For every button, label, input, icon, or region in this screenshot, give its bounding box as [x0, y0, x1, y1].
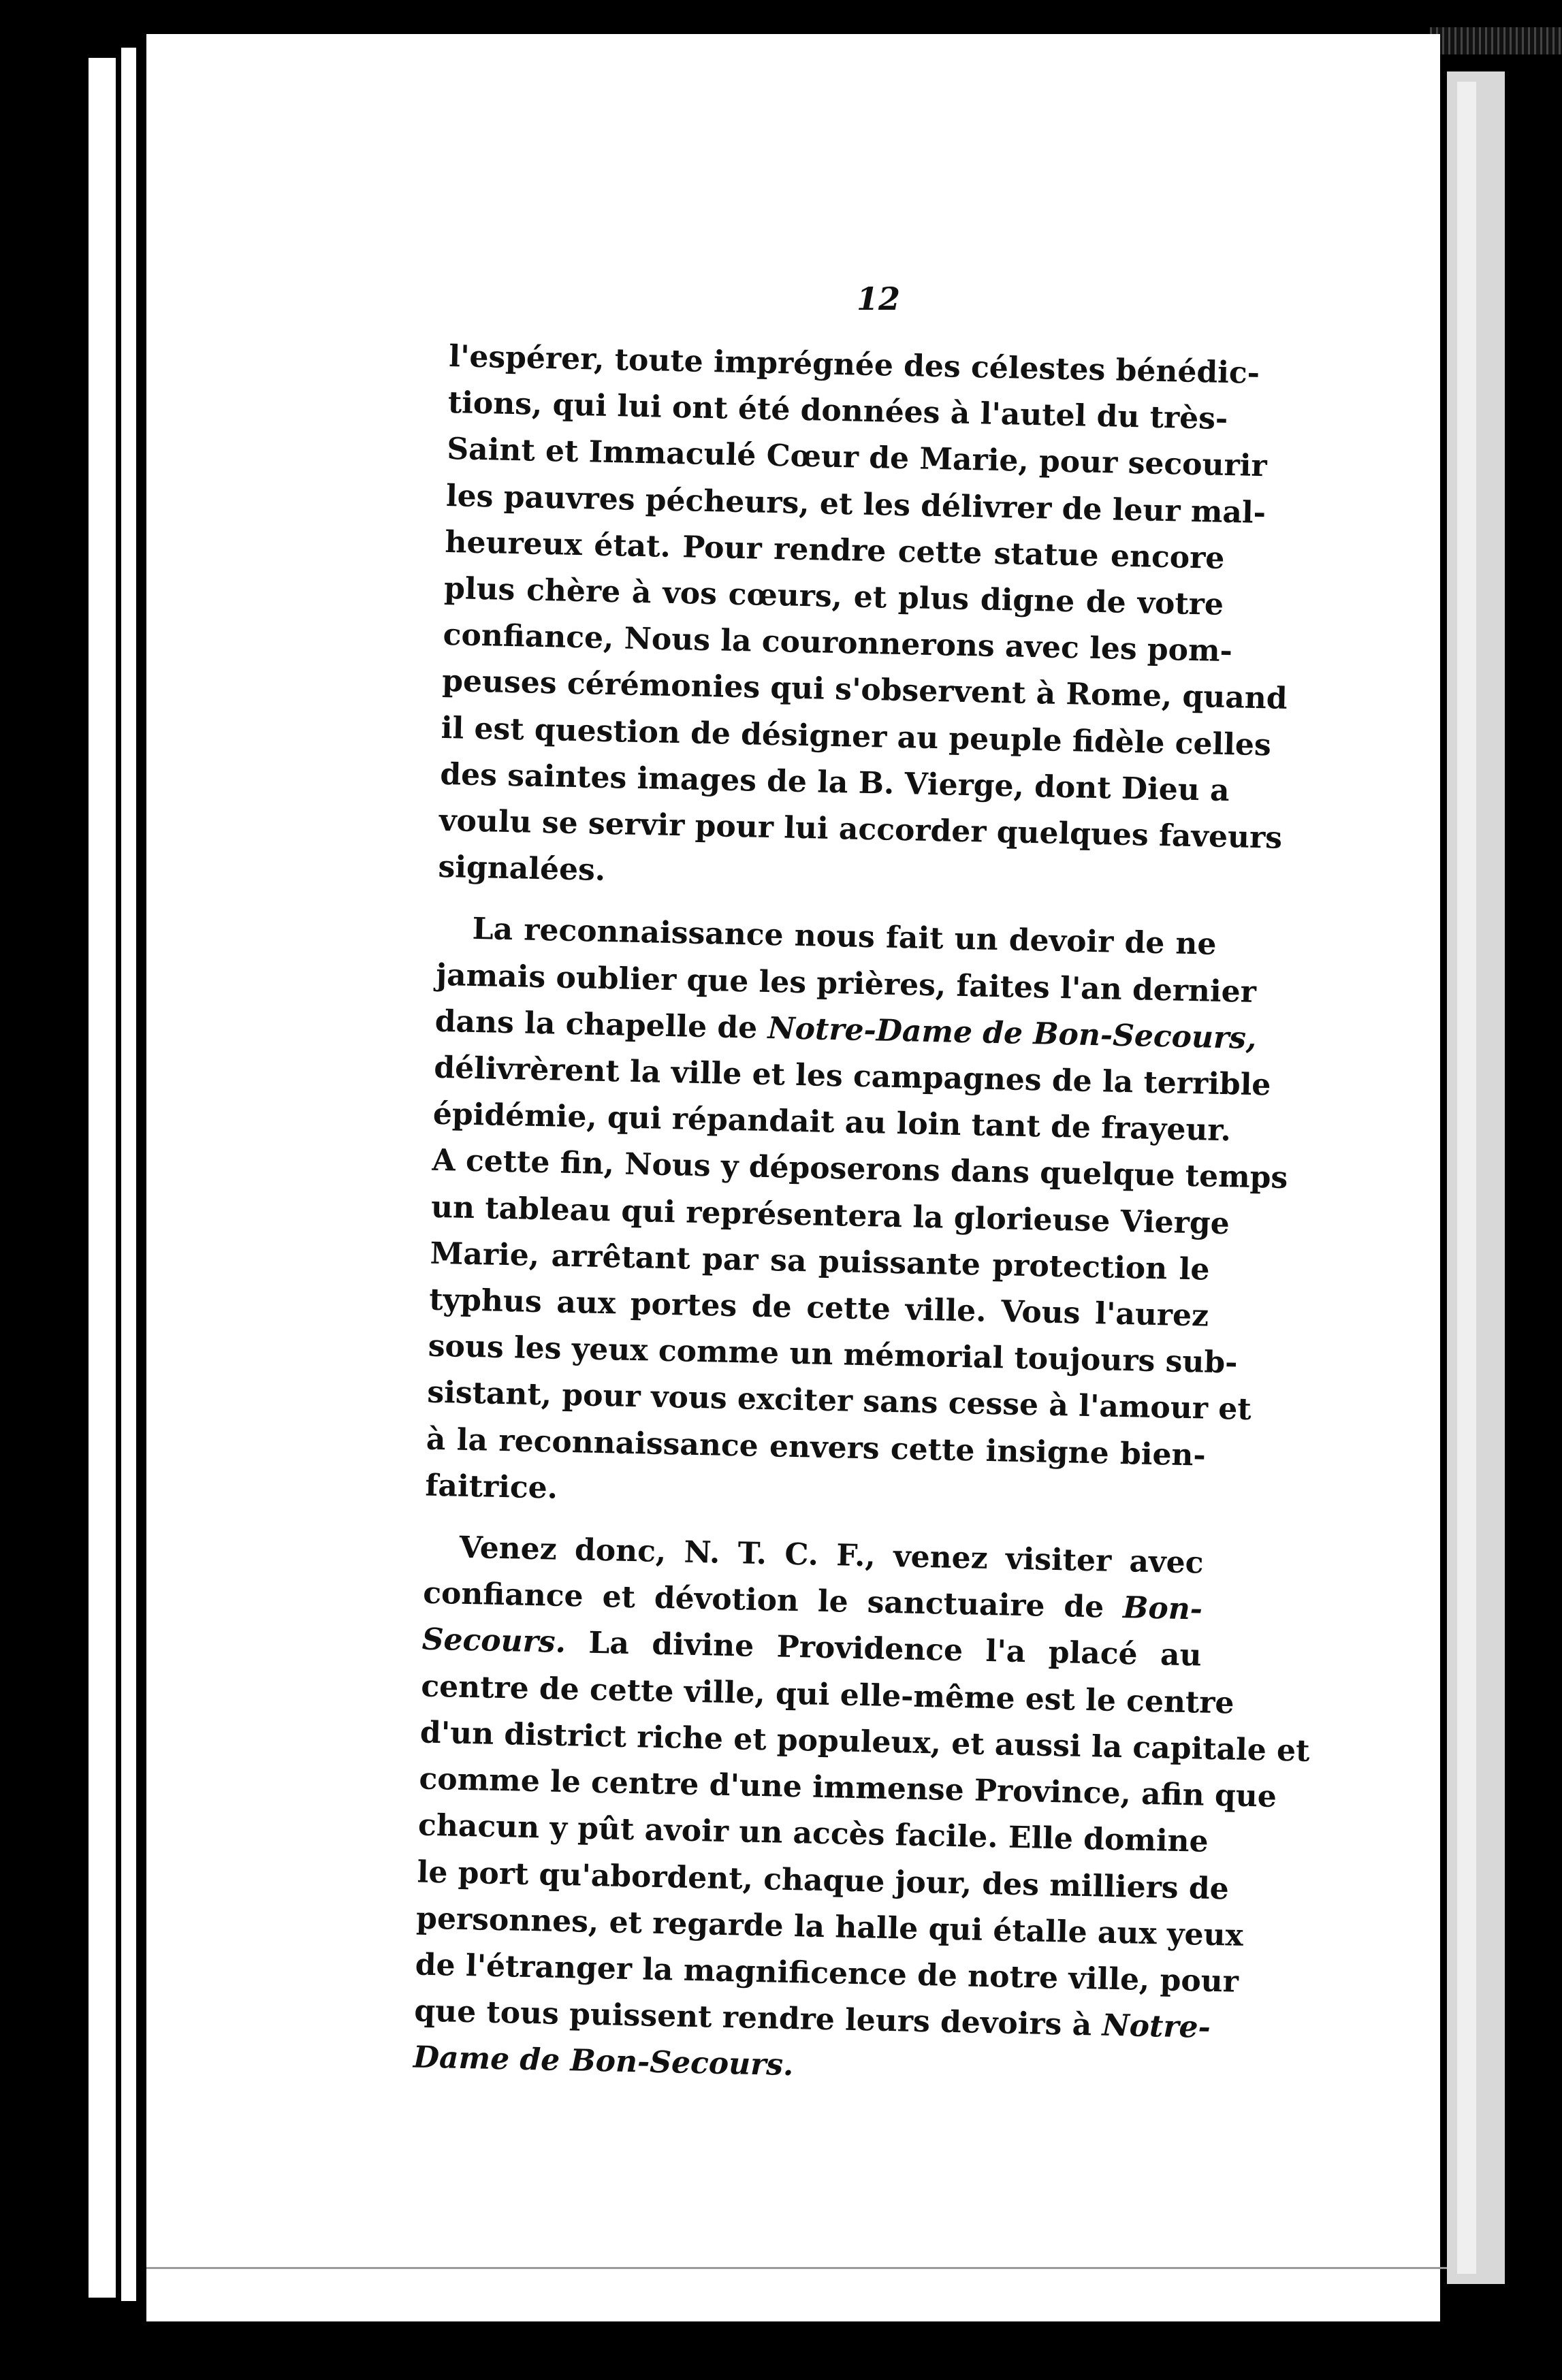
- scan-noise-top-right: [1430, 27, 1562, 54]
- text-line: les pauvres pécheurs, et les délivrer de leur mal-: [445, 478, 1266, 530]
- page-number: 12: [857, 280, 901, 317]
- italic-text: Bon-: [1122, 1590, 1203, 1627]
- text-line: sistant, pour vous exciter sans cesse à l'amour et: [426, 1375, 1252, 1428]
- page-bottom-edge: [146, 2267, 1447, 2269]
- text-line: plus chère à vos cœurs, et plus digne de votre: [443, 570, 1224, 622]
- text-line: voulu se servir pour lui accorder quelques faveurs: [439, 803, 1283, 856]
- text-line: jamais oublier que les prières, faites l'an dernier: [435, 957, 1257, 1010]
- scan-edge-left-outer: [89, 58, 116, 2298]
- text-run: confiance et dévotion le sanctuaire de: [422, 1575, 1123, 1626]
- italic-text: Dame de Bon-Secours.: [413, 2040, 794, 2083]
- text-line: un tableau qui représentera la glorieuse Vierge: [430, 1189, 1230, 1241]
- text-line: comme le centre d'une immense Province, afin que: [418, 1761, 1277, 1814]
- text-line: tions, qui lui ont été données à l'autel du très-: [447, 385, 1228, 437]
- paragraph-2: [425, 905, 1288, 1525]
- text-line: faitrice.: [425, 1468, 558, 1506]
- scan-edge-right-inner: [1457, 82, 1476, 2274]
- text-line: La reconnaissance nous fait un devoir de ne: [472, 912, 1217, 963]
- text-line: chacun y pût avoir un accès facile. Elle domine: [417, 1807, 1209, 1860]
- scan-edge-left-inner: [121, 48, 136, 2301]
- text-line: il est question de désigner au peuple fidèle celles: [441, 710, 1272, 763]
- text-line: d'un district riche et populeux, et aussi la capitale et: [419, 1715, 1310, 1769]
- paragraph-3: [413, 1524, 1310, 2097]
- text-line: Saint et Immaculé Cœur de Marie, pour secourir: [446, 432, 1268, 484]
- text-line: de l'étranger la magnificence de notre ville, pour: [415, 1947, 1239, 1999]
- italic-text: Notre-Dame de Bon-Secours,: [767, 1010, 1257, 1056]
- text-line: l'espérer, toute imprégnée des célestes bénédic-: [448, 338, 1260, 391]
- text-run: que tous puissent rendre leurs devoirs à: [413, 1993, 1103, 2043]
- text-line: signalées.: [438, 850, 606, 888]
- text-line: Venez donc, N. T. C. F., venez visiter avec: [459, 1530, 1204, 1581]
- text-run: dans la chapelle de: [434, 1003, 769, 1046]
- text-line: centre de cette ville, qui elle-même est le centre: [420, 1669, 1235, 1721]
- text-run: La divine Providence l'a placé au: [565, 1625, 1202, 1674]
- text-line: personnes, et regarde la halle qui étalle aux yeux: [415, 1901, 1244, 1953]
- text-line: délivrèrent la ville et les campagnes de la terrible: [433, 1050, 1271, 1103]
- text-line: heureux état. Pour rendre cette statue encore: [445, 524, 1225, 576]
- italic-text: Secours.: [421, 1622, 567, 1660]
- text-line: A cette fin, Nous y déposerons dans quelque temps: [432, 1143, 1288, 1196]
- text-line: peuses cérémonies qui s'observent à Rome, quand: [441, 664, 1288, 717]
- body-text: [413, 334, 1310, 2097]
- italic-text: Notre-: [1101, 2008, 1211, 2046]
- text-line: des saintes images de la B. Vierge, dont Dieu a: [439, 756, 1230, 808]
- text-line: à la reconnaissance envers cette insigne bien-: [426, 1421, 1207, 1473]
- text-line: Marie, arrêtant par sa puissante protection le: [430, 1236, 1210, 1287]
- text-line: confiance, Nous la couronnerons avec les pom-: [443, 617, 1233, 669]
- text-line: le port qu'abordent, chaque jour, des milliers de: [417, 1854, 1230, 1906]
- paragraph-1: [438, 334, 1288, 907]
- text-line: épidémie, qui répandait au loin tant de frayeur.: [432, 1097, 1232, 1148]
- text-line: sous les yeux comme un mémorial toujours sub-: [428, 1328, 1238, 1381]
- text-line: typhus aux portes de cette ville. Vous l'aurez: [428, 1282, 1209, 1334]
